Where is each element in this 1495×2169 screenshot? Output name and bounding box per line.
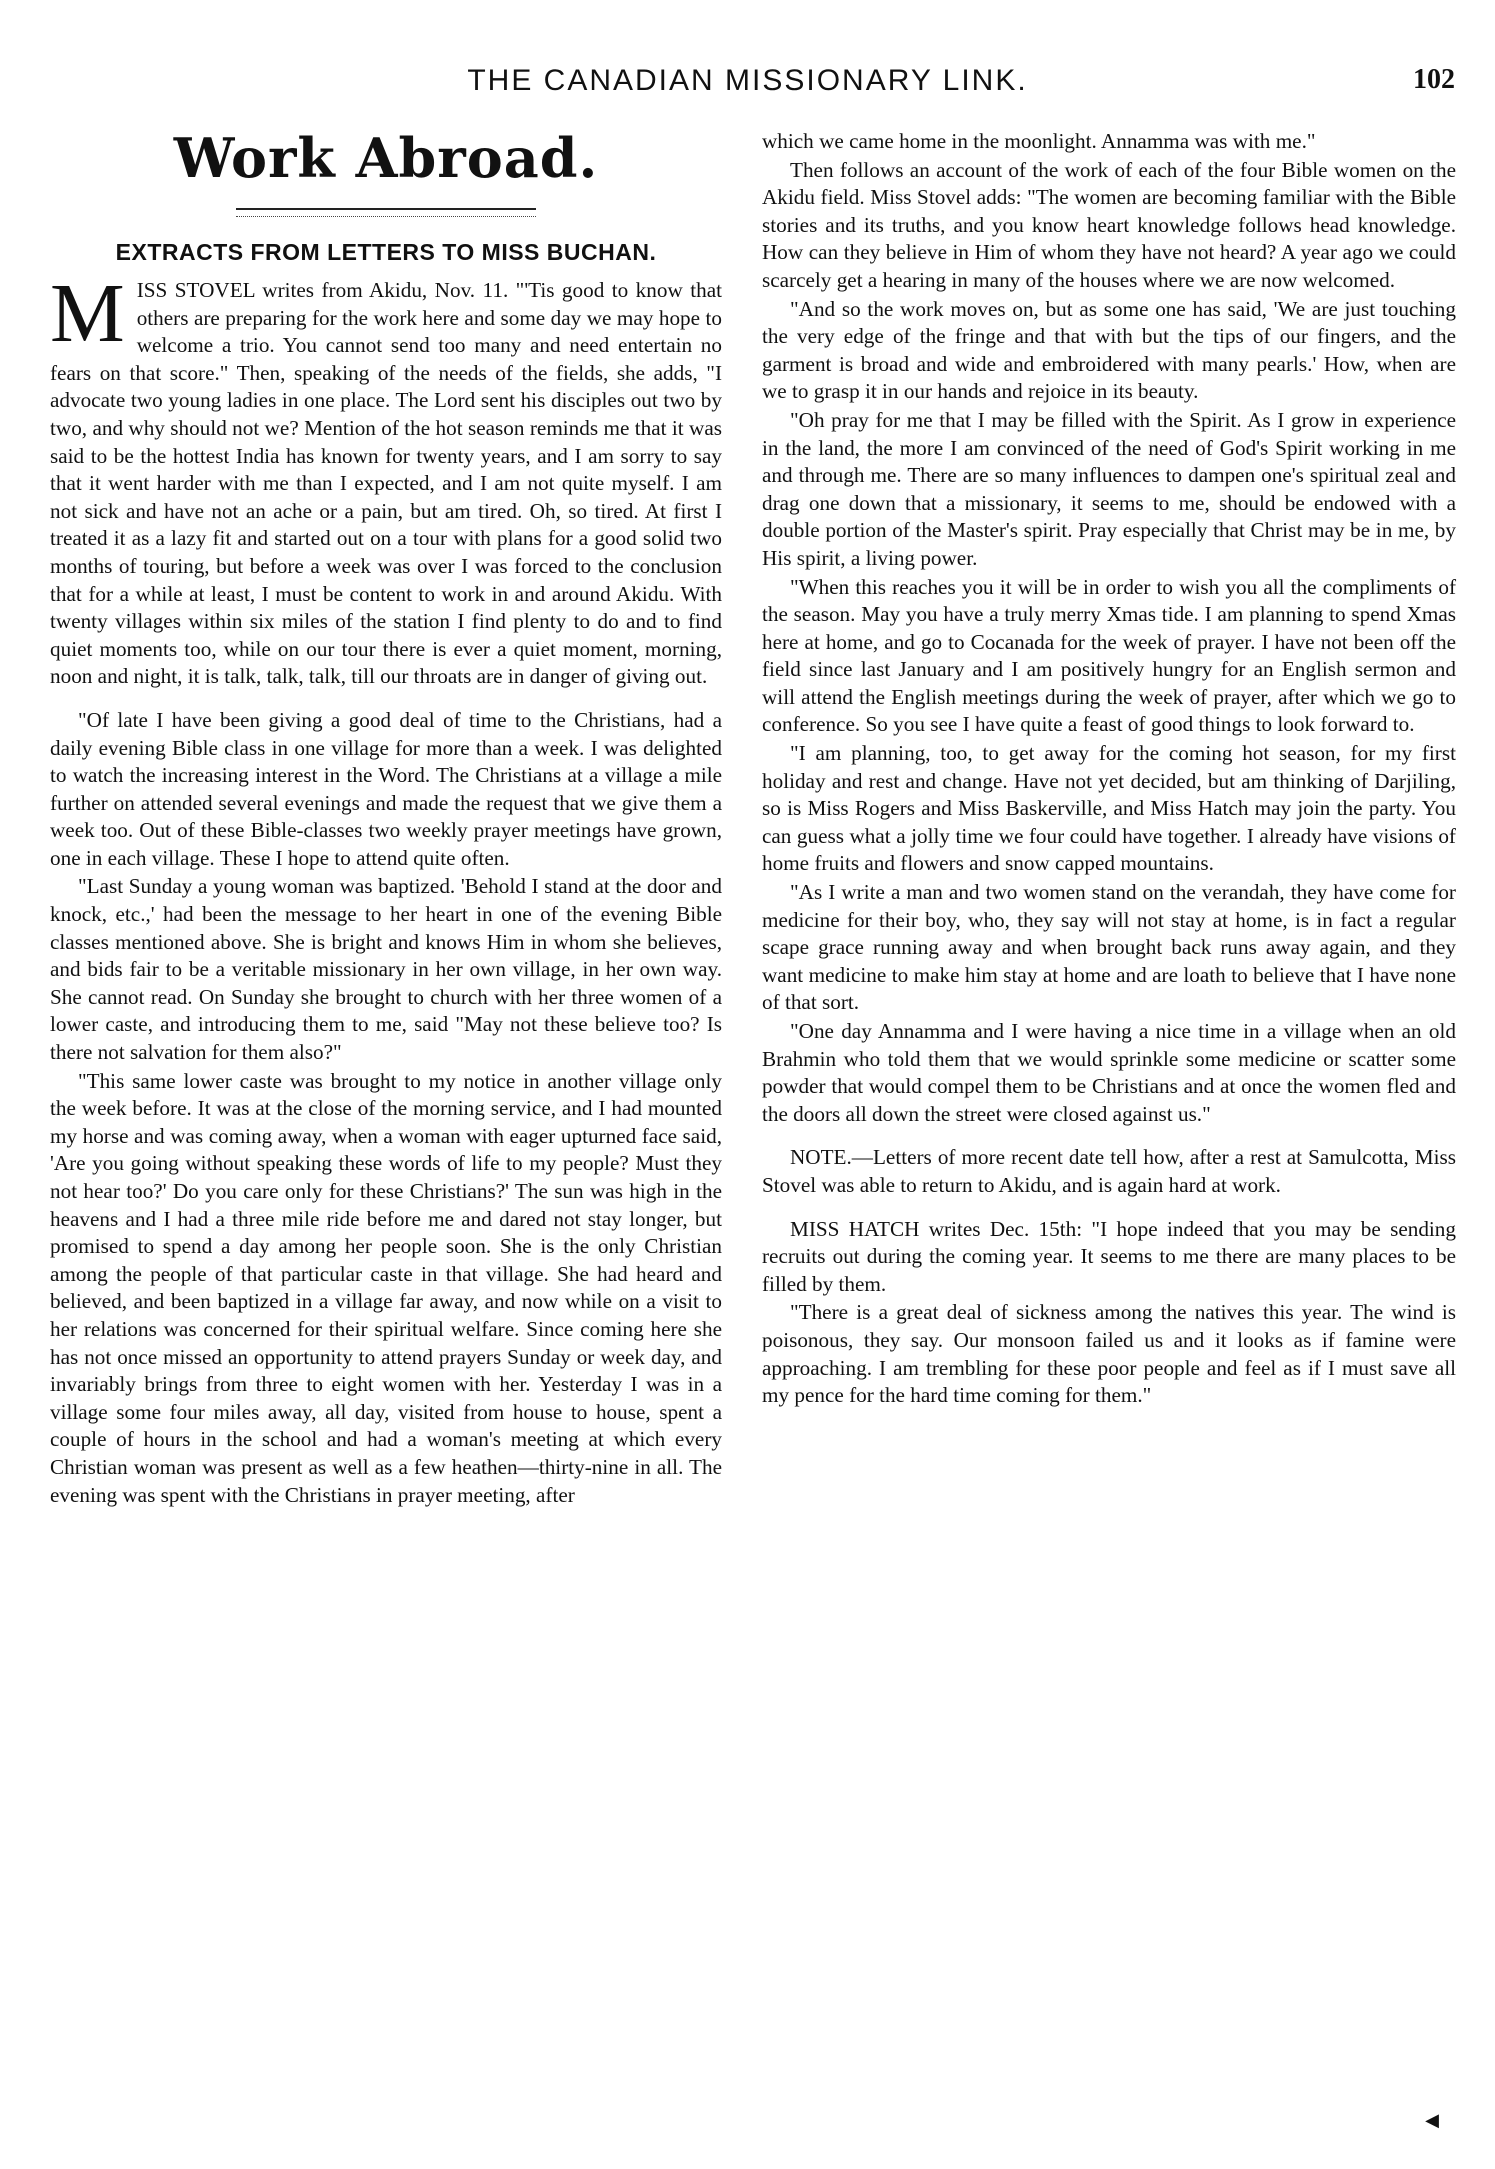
letters-heading: EXTRACTS FROM LETTERS TO MISS BUCHAN. (115, 239, 657, 265)
paragraph: "Last Sunday a young woman was baptized. 'Behold I stand at the door and knock, etc.,' had been the message to her heart in one of the evening Bible classes mentioned above. She is bright and knows Him in whom she believes, and bids fair to be a veritable missionary in her own village, in her own way. She cannot read. On Sunday she brought to church with her three women of a lower caste, and introducing them to me, said "May not these believe too? Is there not salvation for them also?" (50, 874, 722, 1065)
ornamental-rule (236, 208, 536, 217)
left-column (50, 128, 722, 1509)
paragraph (50, 267, 722, 691)
drop-cap: M (50, 267, 125, 360)
paragraph: "Oh pray for me that I may be filled with the Spirit. As I grow in experience in the land, the more I am convinced of the need of God's Spirit working in me and through me. There are so many influences to dampen one's spiritual zeal and drag one down that a missionary, it seems to me, should be endowed with a double portion of the Master's spirit. Pray especially that Christ may be in me, by His spirit, a living power. (762, 407, 1456, 570)
paragraph: "Of late I have been giving a good deal of time to the Christians, had a daily evening Bible class in one village for more than a week. I was delighted to watch the increasing interest in the Word. The Christians at a village a mile further on attended several evenings and made the request that we give them a week too. Out of these Bible-classes two weekly prayer meetings have grown, one in each village. These I hope to attend quite often. (50, 707, 722, 870)
note-paragraph: NOTE.—Letters of more recent date tell how, after a rest at Samulcotta, Miss Stovel was able to return to Akidu, and is again hard at work. (762, 1145, 1456, 1197)
paragraph: "I am planning, too, to get away for the coming hot season, for my first holiday and rest and change. Have not yet decided, but am thinking of Darjiling, so is Miss Rogers and Miss Baskerville, and Miss Hatch may join the party. You can guess what a jolly time we four could have together. I already have visions of home fruits and flowers and snow capped mountains. (762, 741, 1456, 876)
running-title: THE CANADIAN MISSIONARY LINK. (467, 64, 1028, 97)
end-mark-icon: ◀ (1425, 2110, 1439, 2130)
paragraph: "As I write a man and two women stand on the verandah, they have come for medicine for their boy, who, they say will not stay at home, is in fact a regular scape grace running away and when brought back runs away again, and they want medicine to make him stay at home and are loath to believe that I have none of that sort. (762, 880, 1456, 1015)
paragraph: "When this reaches you it will be in order to wish you all the compliments of the season. May you have a truly merry Xmas tide. I am planning to spend Xmas here at home, and go to Cocanada for the week of prayer. I have not been off the field since last January and I am positively hungry for an English sermon and will attend the English meetings during the week of prayer, after which we go to conference. So you see I have quite a feast of good things to look forward to. (762, 574, 1456, 737)
right-column (762, 128, 1456, 1410)
paragraph-text: ISS STOVEL writes from Akidu, Nov. 11. "'Tis good to know that others are preparing for the work here and some day we may hope to welcome a trio. You cannot send too many and need entertain no fears on that score." Then, speaking of the needs of the fields, she adds, "I advocate two young ladies in one place. The Lord sent his disciples out two by two, and why should not we? Mention of the hot season reminds me that it was said to be the hottest India has known for twenty years, and I am sorry to say that it went harder with me than I expected, and I am not quite myself. I am not sick and have not an ache or a pain, but am tired. Oh, so tired. At first I treated it as a lazy fit and started out on a tour with plans for a good solid two months of touring, but before a week was over I was forced to the conclusion that for a while at least, I must be content to work in and around Akidu. With twenty villages within six miles of the station I find plenty to do and to find quiet moments too, while on our tour there is ever a quiet moment, morning, noon and night, it is talk, talk, talk, till our throats are in danger of giving out. (50, 278, 722, 689)
paragraph: "This same lower caste was brought to my notice in another village only the week before. It was at the close of the morning service, and I had mounted my horse and was coming away, when a woman with eager upturned face said, 'Are you going without speaking these words of life to my people? Must they not hear too?' Do you care only for these Christians?' The sun was high in the heavens and I had a three mile ride before me and dared not stay longer, but promised to spend a day among her people soon. She is the only Christian among the people of that particular caste in that village. She had heard and believed, and been baptized in a village far away, and now while on a visit to her relations was concerned for their spiritual welfare. Since coming here she has not once missed an opportunity to attend prayers Sunday or week day, and invariably brings from three to eight women with her. Yesterday I was in a village some four miles away, all day, visited from house to house, spent a couple of hours in the school and had a woman's meeting at which every Christian woman was present as well as a few heathen—thirty-nine in all. The evening was spent with the Christians in prayer meeting, after (50, 1068, 722, 1507)
section-title: Work Abroad. (173, 126, 599, 190)
paragraph: "There is a great deal of sickness among the natives this year. The wind is poisonous, they say. Our monsoon failed us and it looks as if famine were approaching. I am trembling for these poor people and feel as if I must save all my pence for the hard time coming for them." (762, 1300, 1456, 1408)
paragraph: MISS HATCH writes Dec. 15th: "I hope indeed that you may be sending recruits out during the coming year. It seems to me there are many places to be filled by them. (762, 1216, 1456, 1296)
paragraph: Then follows an account of the work of each of the four Bible women on the Akidu field. Miss Stovel adds: "The women are becoming familiar with the Bible stories and its truths, and you know heart knowledge follows head knowledge. How can they believe in Him of whom they have not heard? A year ago we could scarcely get a hearing in many of the houses where we are now welcomed. (762, 157, 1456, 292)
page-header (0, 64, 1495, 104)
paragraph: "And so the work moves on, but as some one has said, 'We are just touching the very edge of the fringe and that with but the tips of our fingers, and the garment is broad and wide and embroidered with many pearls.' How, when are we to grasp it in our hands and rejoice in its beauty. (762, 296, 1456, 404)
paragraph: "One day Annamma and I were having a nice time in a village when an old Brahmin who told them that we would sprinkle some medicine or scatter some powder that would compel them to be Christians and at once the women fled and the doors all down the street were closed against us." (762, 1019, 1456, 1126)
paragraph: which we came home in the moonlight. Annamma was with me." (762, 129, 1316, 153)
page-number: 102 (1413, 64, 1455, 95)
